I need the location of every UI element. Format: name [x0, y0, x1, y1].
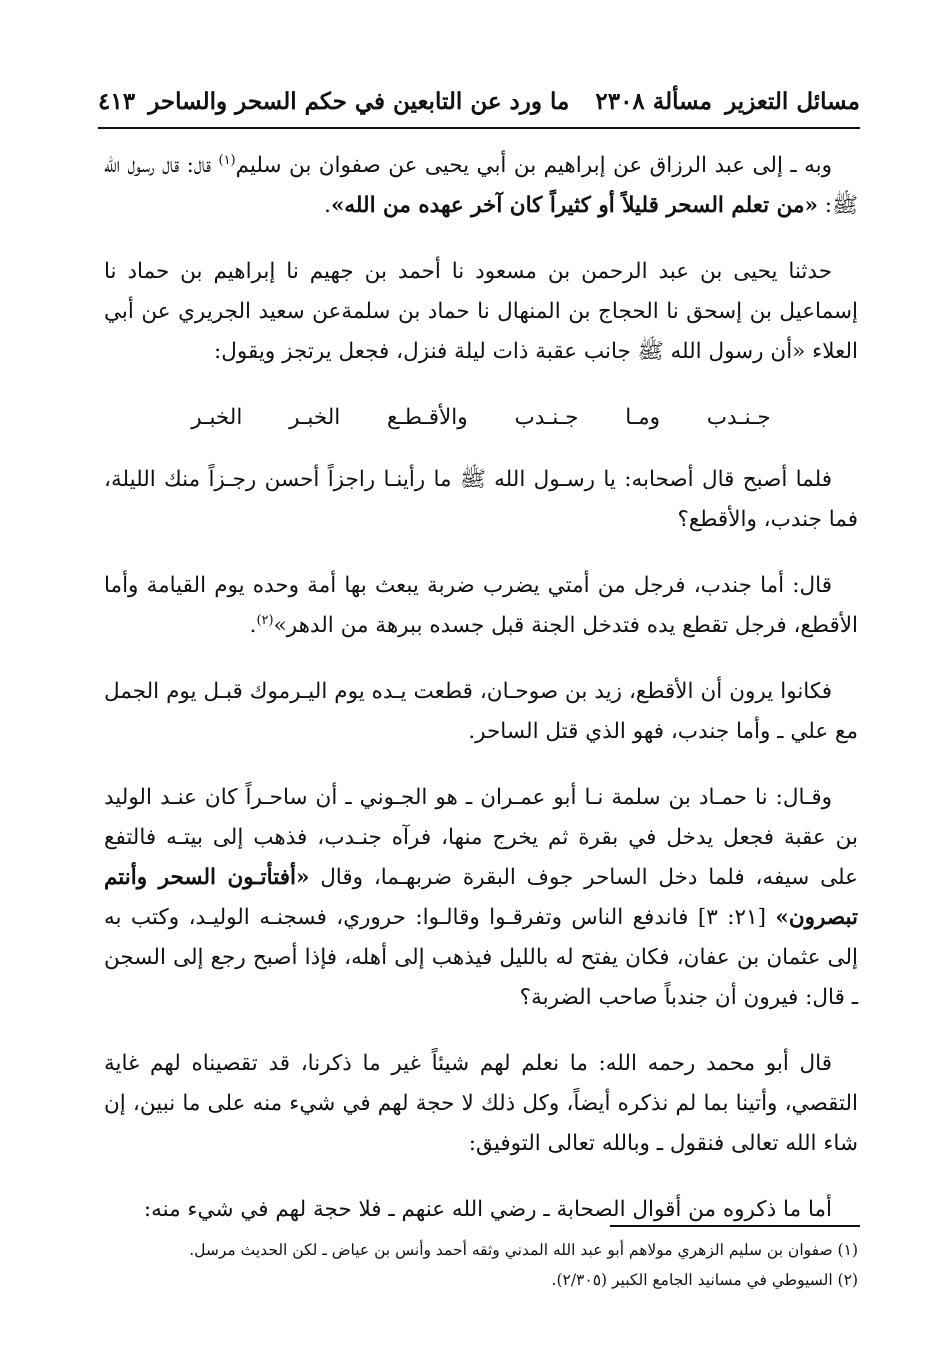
verse-line — [104, 398, 858, 438]
paragraph-8: أما ما ذكروه من أقوال الصحابة ـ رضي الله عنهم ـ فلا حجة لهم في شيء منه: — [143, 1197, 832, 1222]
footnote-1: (١) صفوان بن سليم الزهري مولاهم أبو عبد الله المدني وثقه أحمد وأنس بن عياض ـ لكن الحديث مرسل. — [189, 1241, 858, 1259]
paragraph-1-text: وبه ـ إلى عبد الرزاق عن إبراهيم بن أبي يحيى عن صفوان بن سليم — [235, 153, 832, 178]
footnote-ref-2: (٢) — [256, 612, 274, 628]
header-center — [148, 88, 712, 115]
paragraph-3: فلما أصبح قال أصحابه: يا رسـول الله ﷺ ما رأينـا راجزاً أحسن رجـزاً منك الليلة، فما جندب، والأقطع؟ — [104, 467, 858, 532]
footnote-2: (٢) السيوطي في مسانيد الجامع الكبير (٢/٣٠٥). — [551, 1271, 858, 1289]
paragraph-6-text: وقـال: نا حمـاد بن سلمة نـا أبو عمـران ـ هو الجـوني ـ أن ساحـراً كان عنـد الوليد بن عقبة فجعل يدخل في بقرة ثم يخرج منها، فرآه جنـدب، فذهب إلى بيتـه فالتفع على سيفه، فلما دخل الساحر جوف البقرة ضربهـما، وقال — [104, 785, 858, 890]
header-book-section: مسائل التعزير — [725, 87, 860, 115]
paragraph-5: فكانوا يرون أن الأقطع، زيد بن صوحـان، قطعت يـده يوم اليـرموك قبـل يوم الجمل مع علي ـ وأما جندب، فهو الذي قتل الساحر. — [104, 679, 858, 744]
page-number: ٤١٣ — [98, 87, 136, 115]
verse-hemistich-2: والأقـطـع الخبـر الخبـر — [191, 405, 468, 430]
paragraph-4 — [104, 566, 858, 646]
paragraph-1 — [104, 146, 858, 226]
paragraph-6 — [104, 778, 858, 1018]
page-body — [104, 146, 858, 1256]
paragraph-2: حدثنا يحيى بن عبد الرحمن بن مسعود نا أحمد بن جهيم نا إبراهيم بن حماد نا إسماعيل بن إسحق نا الحجاج بن المنهال نا حماد بن سلمةعن سعيد الجريري عن أبي العلاء «أن رسول الله ﷺ جانب عقبة ذات ليلة فنزل، فجعل يرتجز ويقول: — [104, 259, 858, 364]
running-header — [98, 84, 860, 118]
paragraph-1-end: . — [324, 193, 331, 218]
footnotes — [110, 1235, 858, 1295]
paragraph-1-text-b: قال: قال رسول الله ﷺ: — [104, 153, 858, 218]
quran-quote: «أفتأتـون السحر وأنتم تبصرون» — [104, 865, 858, 930]
header-rule — [98, 127, 860, 129]
paragraph-4-end: . — [249, 613, 257, 638]
paragraph-7: قال أبو محمد رحمه الله: ما نعلم لهم شيئاً غير ما ذكرنا، قد تقصيناه لهم غاية التقصي، وأتينا بما لم نذكره أيضاً، وكل ذلك لا حجة لهم في شيء منه على ما نبين، إن شاء الله تعالى فنقول ـ وبالله تعالى التوفيق: — [104, 1051, 858, 1156]
header-chapter-title: ما ورد عن التابعين في حكم السحر والساحر — [148, 87, 570, 115]
verse-hemistich-1: جـنـدب ومـا جـنـدب — [514, 405, 771, 430]
footnote-rule — [610, 1225, 860, 1227]
hadith-quote: «من تعلم السحر قليلاً أو كثيراً كان آخر عهده من الله» — [330, 193, 818, 218]
footnote-ref-1: (١) — [218, 152, 236, 168]
paragraph-4-text: قال: أما جندب، فرجل من أمتي يضرب ضربة يبعث بها أمة وحده يوم القيامة وأما الأقطع، فرجل تقطع يده فتدخل الجنة قبل جسده ببرهة من الدهر» — [104, 573, 858, 638]
header-issue-number: مسألة ٢٣٠٨ — [595, 87, 712, 115]
paragraph-6-text-b: [٢١: ٣] فاندفع الناس وتفرقـوا وقالـوا: حروري، فسجنـه الوليـد، وكتب به إلى عثمان بن عفان، فكان يفتح له بالليل فيذهب إلى أهله، فإذا أصبح رجع إلى السجن ـ قال: فيرون أن جندباً صاحب الضربة؟ — [104, 905, 858, 1010]
